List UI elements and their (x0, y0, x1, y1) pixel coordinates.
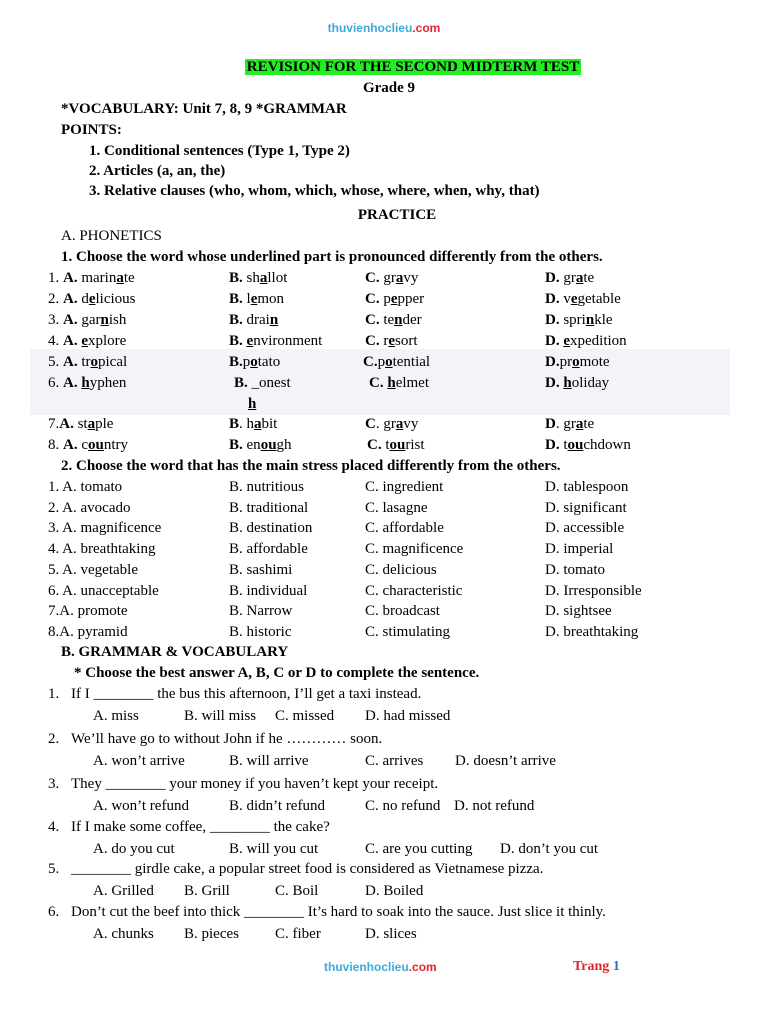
answer-option[interactable]: D. slices (365, 926, 417, 942)
stress-option: B. affordable (229, 541, 308, 558)
stress-option: 1. A. tomato (48, 479, 123, 495)
answer-option[interactable]: C. are you cutting (365, 841, 473, 857)
phon-q6-d: D. holiday (545, 375, 610, 391)
answer-option[interactable]: C. missed (275, 708, 335, 724)
question-number: 4. (48, 819, 60, 835)
stress-option: C. lasagne (365, 499, 428, 516)
stress-option: 4. A. breathtaking (48, 541, 156, 558)
answer-option[interactable]: A. miss (93, 708, 139, 724)
stress-option: C. ingredient (365, 479, 444, 495)
grade-label: Grade 9 (362, 80, 416, 96)
question-text: If I ________ the bus this afternoon, I’ll get a taxi instead. (71, 686, 422, 702)
page-label: Trang (573, 959, 610, 974)
phon-q7-a: 7.A. staple (48, 416, 114, 432)
stress-option: D. tablespoon (545, 479, 629, 495)
phon-q6-a: 6. A. hyphen (48, 375, 127, 391)
stress-option: D. significant (545, 499, 627, 516)
answer-option[interactable]: C. no refund (365, 798, 441, 814)
stress-option: C. characteristic (365, 582, 463, 599)
phon-q1-a: 1. A. marinate (48, 270, 135, 286)
stress-option: D. Irresponsible (545, 582, 642, 599)
footer-brand-domain: .com (408, 960, 437, 974)
phon-q4-a: 4. A. explore (48, 333, 127, 349)
answer-option[interactable]: D. had missed (365, 708, 451, 724)
phon-q2-a: 2. A. delicious (48, 291, 136, 307)
answer-option[interactable]: B. pieces (184, 926, 239, 942)
phon-q4-d: D. expedition (545, 333, 627, 349)
phonetics-instruction: 1. Choose the word whose underlined part is pronounced differently from the others. (61, 249, 603, 265)
phon-q5-d: D.promote (545, 354, 610, 370)
answer-option[interactable]: B. will miss (184, 708, 257, 724)
stress-option: B. historic (229, 623, 292, 640)
question-text: Don’t cut the beef into thick ________ It’s hard to soak into the sauce. Just slice it thinly. (71, 904, 606, 920)
answer-option[interactable]: B. didn’t refund (229, 798, 325, 814)
stress-option: B. nutritious (229, 479, 305, 495)
answer-option[interactable]: D. Boiled (365, 883, 424, 899)
phon-q7-d: D. grate (545, 416, 595, 432)
stress-option: 2. A. avocado (48, 499, 131, 516)
stress-option: 8.A. pyramid (48, 623, 128, 640)
phon-q5-b: B.potato (229, 354, 281, 370)
phon-q1-b: B. shallot (229, 270, 288, 286)
stress-option: D. breathtaking (545, 623, 639, 640)
question-text: If I make some coffee, ________ the cake? (71, 819, 330, 835)
grammar-instruction: * Choose the best answer A, B, C or D to complete the sentence. (74, 665, 480, 681)
points-label: POINTS: (61, 122, 122, 138)
point-item: 1. Conditional sentences (Type 1, Type 2) (89, 143, 350, 159)
phon-q8-a: 8. A. country (48, 437, 129, 453)
answer-option[interactable]: C. fiber (275, 926, 321, 942)
phon-q6-b: B. _onest (234, 375, 291, 391)
stress-option: 5. A. vegetable (48, 561, 138, 578)
question-number: 2. (48, 731, 60, 747)
brand-name: thuvienhoclieu (327, 21, 413, 35)
answer-option[interactable]: D. not refund (454, 798, 535, 814)
stress-option: B. individual (229, 582, 308, 599)
phon-q5-a: 5. A. tropical (48, 354, 128, 370)
stress-option: B. traditional (229, 499, 309, 516)
phon-q7-c: C. gravy (365, 416, 419, 432)
question-number: 5. (48, 861, 60, 877)
brand-domain: .com (412, 21, 441, 35)
phon-q2-b: B. lemon (229, 291, 285, 307)
footer-brand[interactable] (324, 960, 437, 974)
stress-option: 7.A. promote (48, 603, 128, 620)
phon-q5-c: C.potential (363, 354, 431, 370)
phon-q1-d: D. grate (545, 270, 595, 286)
phonetics-heading: A. PHONETICS (61, 228, 162, 244)
phon-q6-b-letter: h (248, 396, 257, 412)
footer-brand-name: thuvienhoclieu (324, 960, 409, 974)
point-item: 3. Relative clauses (who, whom, which, whose, where, when, why, that) (89, 183, 540, 199)
page-num: 1 (612, 959, 620, 974)
stress-option: C. stimulating (365, 623, 451, 640)
question-text: We’ll have go to without John if he ………… soon. (71, 731, 383, 747)
answer-option[interactable]: B. Grill (184, 883, 230, 899)
stress-option: C. affordable (365, 520, 444, 537)
phon-q4-b: B. environment (229, 333, 323, 349)
stress-option: B. destination (229, 520, 313, 537)
practice-heading: PRACTICE (357, 207, 437, 223)
page-number (573, 959, 620, 975)
question-number: 6. (48, 904, 60, 920)
answer-option[interactable]: D. don’t you cut (500, 841, 599, 857)
title-wrap (0, 58, 768, 76)
question-number: 3. (48, 776, 60, 792)
stress-option: C. magnificence (365, 541, 464, 558)
point-item: 2. Articles (a, an, the) (89, 163, 226, 179)
phon-q8-b: B. enough (229, 437, 292, 453)
answer-option[interactable]: A. won’t refund (93, 798, 189, 814)
header-brand[interactable] (0, 21, 768, 35)
answer-option[interactable]: A. won’t arrive (93, 753, 185, 769)
answer-option[interactable]: C. arrives (365, 753, 424, 769)
answer-option[interactable]: B. will you cut (229, 841, 319, 857)
phon-q8-d: D. touchdown (545, 437, 631, 453)
phon-q7-b: B. habit (229, 416, 278, 432)
answer-option[interactable]: B. will arrive (229, 753, 309, 769)
phon-q3-b: B. drain (229, 312, 279, 328)
stress-option: C. broadcast (365, 603, 440, 620)
stress-option: D. sightsee (545, 603, 612, 620)
vocab-line: *VOCABULARY: Unit 7, 8, 9 *GRAMMAR (61, 101, 347, 117)
stress-option: C. delicious (365, 561, 437, 578)
stress-option: B. sashimi (229, 561, 293, 578)
answer-option[interactable]: A. do you cut (93, 841, 175, 857)
phon-q2-c: C. pepper (365, 291, 425, 307)
phon-q3-d: D. sprinkle (545, 312, 613, 328)
phon-q6-c: C. helmet (369, 375, 430, 391)
document-title: REVISION FOR THE SECOND MIDTERM TEST (246, 59, 580, 75)
phon-q3-c: C. tender (365, 312, 422, 328)
question-text: They ________ your money if you haven’t kept your receipt. (71, 776, 439, 792)
stress-option: D. accessible (545, 520, 625, 537)
phon-q2-d: D. vegetable (545, 291, 621, 307)
stress-option: D. imperial (545, 541, 614, 558)
stress-option: 3. A. magnificence (48, 520, 162, 537)
phon-q4-c: C. resort (365, 333, 418, 349)
answer-option[interactable]: C. Boil (275, 883, 319, 899)
stress-option: D. tomato (545, 561, 605, 578)
grammar-heading: B. GRAMMAR & VOCABULARY (61, 644, 289, 660)
phon-q8-c: C. tourist (367, 437, 425, 453)
stress-option: B. Narrow (229, 603, 293, 620)
question-text: ________ girdle cake, a popular street food is considered as Vietnamese pizza. (71, 861, 544, 877)
stress-option: 6. A. unacceptable (48, 582, 159, 599)
stress-instruction: 2. Choose the word that has the main stress placed differently from the others. (61, 458, 561, 474)
answer-option[interactable]: A. chunks (93, 926, 154, 942)
phon-q1-c: C. gravy (365, 270, 419, 286)
answer-option[interactable]: A. Grilled (93, 883, 154, 899)
phon-q3-a: 3. A. garnish (48, 312, 127, 328)
answer-option[interactable]: D. doesn’t arrive (455, 753, 556, 769)
question-number: 1. (48, 686, 60, 702)
